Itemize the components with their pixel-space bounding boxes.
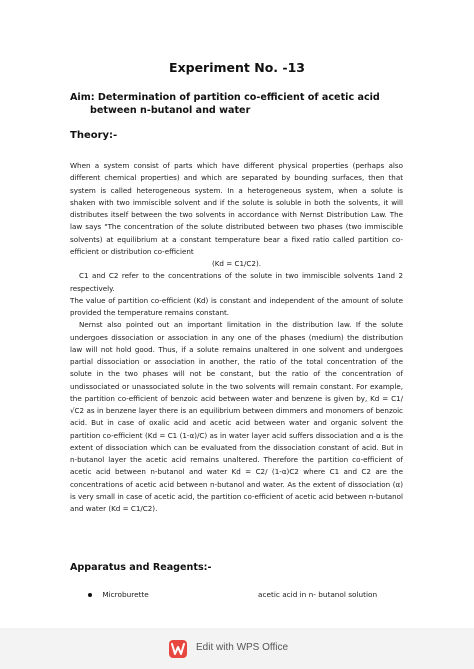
- wps-footer-banner[interactable]: [0, 628, 474, 669]
- theory-paragraph-3: The value of partition co-efficient (Kd) is constant and independent of the amount of solute provided the temperature remains constant.: [70, 295, 403, 317]
- theory-paragraph-4: Nernst also pointed out an important limitation in the distribution law. If the solute undergoes dissociation or association in any one of the phases (medium) the distribution law will not hold good. Thus, if a solute remains unaltered in one solvent and undergoes partial dissociation or association in another, the ratio of the total concentration of the solute in the two phases will not be constant, but the ratio of the concentration of undissociated or unassociated solute in the two solvents will remain constant. For example, the partition co-efficient of benzoic acid between water and benzene is given by, Kd = C1/√C2 as in benzene layer there is an equilibrium between dimmers and monomers of benzoic acid. But in case of oxalic acid and acetic acid between water and organic solvent the partition co-efficient (Kd = C1 (1-α)/C) as in water layer acid suffers dissociation and α is the extent of dissociation which can be evaluated from the dissociation constant of acid. But in n-butanol layer the acetic acid remains unaltered. Therefore the partition co-efficient of acetic acid between n-butanol and water Kd = C2/ (1-α)C2 where C1 and C2 are the concentrations of acetic acid between n-butanol and water. As the extent of dissociation (α) is very small in case of acetic acid, the partition co-efficient of acetic acid between n-butanol and water (Kd = C1/C2).: [70, 320, 404, 513]
- aim-statement: [70, 91, 450, 117]
- aim-line-2: between n-butanol and water: [90, 105, 251, 116]
- theory-paragraph-2: C1 and C2 refer to the concentrations of the solute in two immiscible solvents 1and 2 respectively.: [70, 271, 403, 293]
- theory-heading: Theory:-: [70, 130, 118, 141]
- apparatus-heading: Apparatus and Reagents:-: [70, 562, 212, 573]
- page-title: Experiment No. -13: [169, 60, 305, 75]
- aim-line-1: Aim: Determination of partition co-efficient of acetic acid: [70, 92, 380, 103]
- apparatus-item-right: acetic acid in n- butanol solution: [258, 590, 378, 599]
- theory-body: [70, 160, 403, 515]
- partition-formula: (Kd = C1/C2).: [211, 259, 262, 268]
- theory-paragraph-1: When a system consist of parts which have different physical properties (perhaps also different chemical properties) and which are separated by bounding surfaces, then that system is called heterogeneous system. In a heterogeneous system, when a solute is shaken with two immiscible solvent and if the solute is soluble in both the solvents, it will distributes itself between the two solvents in accordance with Nernst Distribution Law. The law says "The concentration of the solute distributed between two phases (two immiscible solvents) at equilibrium at a constant temperature bear a fixed ratio called partition co-efficient or distribution co-efficient: [70, 161, 403, 256]
- wps-logo-icon: [169, 640, 187, 658]
- apparatus-list-item: [88, 590, 418, 599]
- bullet-icon: [88, 593, 92, 597]
- wps-edit-label[interactable]: Edit with WPS Office: [196, 642, 289, 653]
- apparatus-item-left: Microburette: [102, 590, 149, 599]
